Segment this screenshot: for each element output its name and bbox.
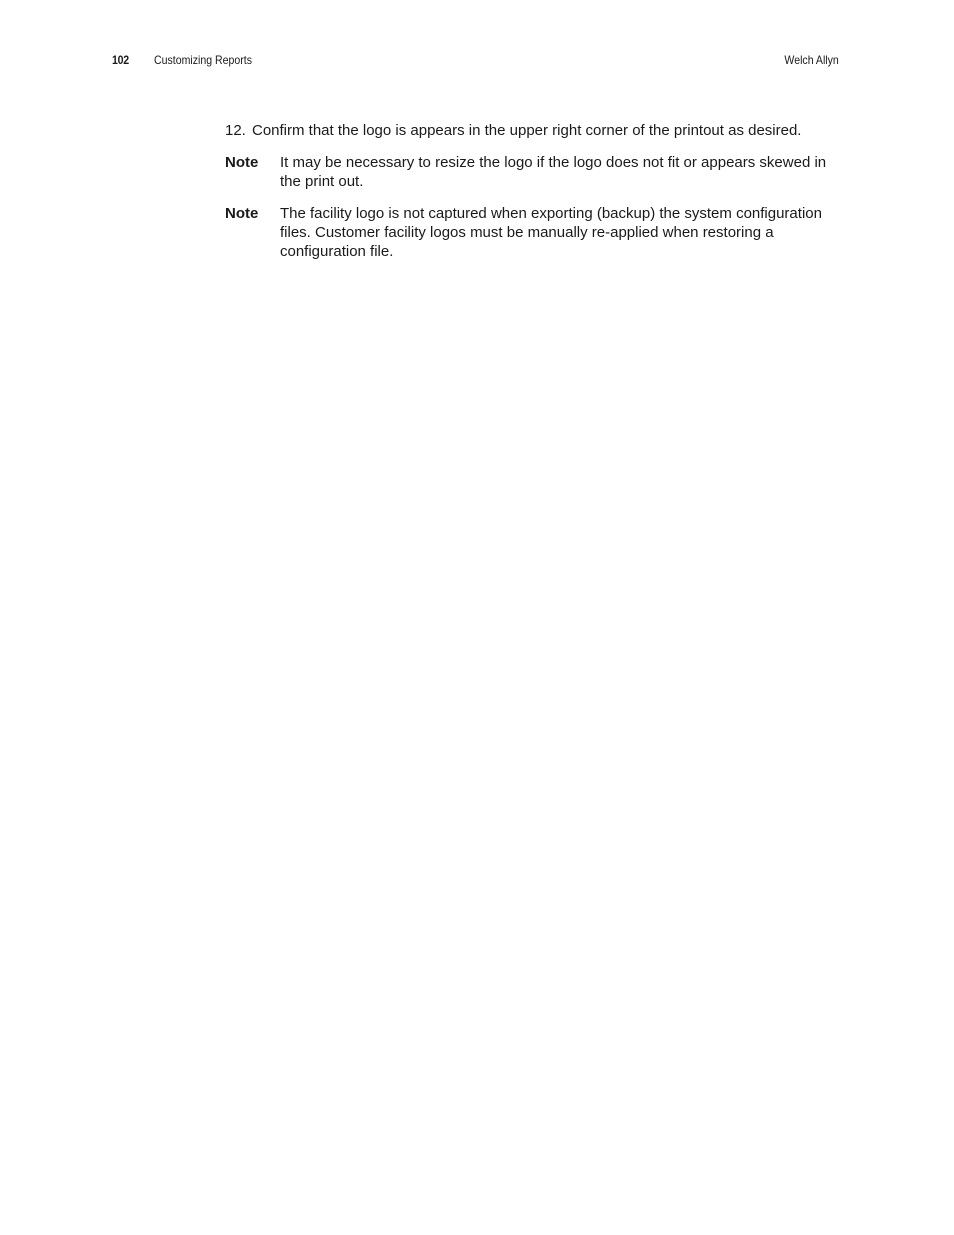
step-number: 12.	[225, 122, 246, 139]
page-number: 102	[112, 53, 129, 67]
page-header	[0, 0, 954, 80]
step-text: Confirm that the logo is appears in the upper right corner of the printout as desired.	[252, 122, 802, 139]
section-title: Customizing Reports	[154, 53, 253, 67]
note-text: The facility logo is not captured when exporting (backup) the system configuration files. Customer facility logos must be manually re-applied when restoring a configuration file.	[280, 205, 822, 260]
note-label: Note	[225, 205, 259, 222]
procedure-step	[225, 121, 845, 140]
note-resize-logo	[225, 153, 845, 191]
note-text: It may be necessary to resize the logo if the logo does not fit or appears skewed in the print out.	[280, 154, 827, 190]
note-logo-backup	[225, 204, 845, 261]
note-label: Note	[225, 154, 259, 171]
page-content	[225, 121, 845, 274]
brand-name: Welch Allyn	[784, 53, 839, 67]
